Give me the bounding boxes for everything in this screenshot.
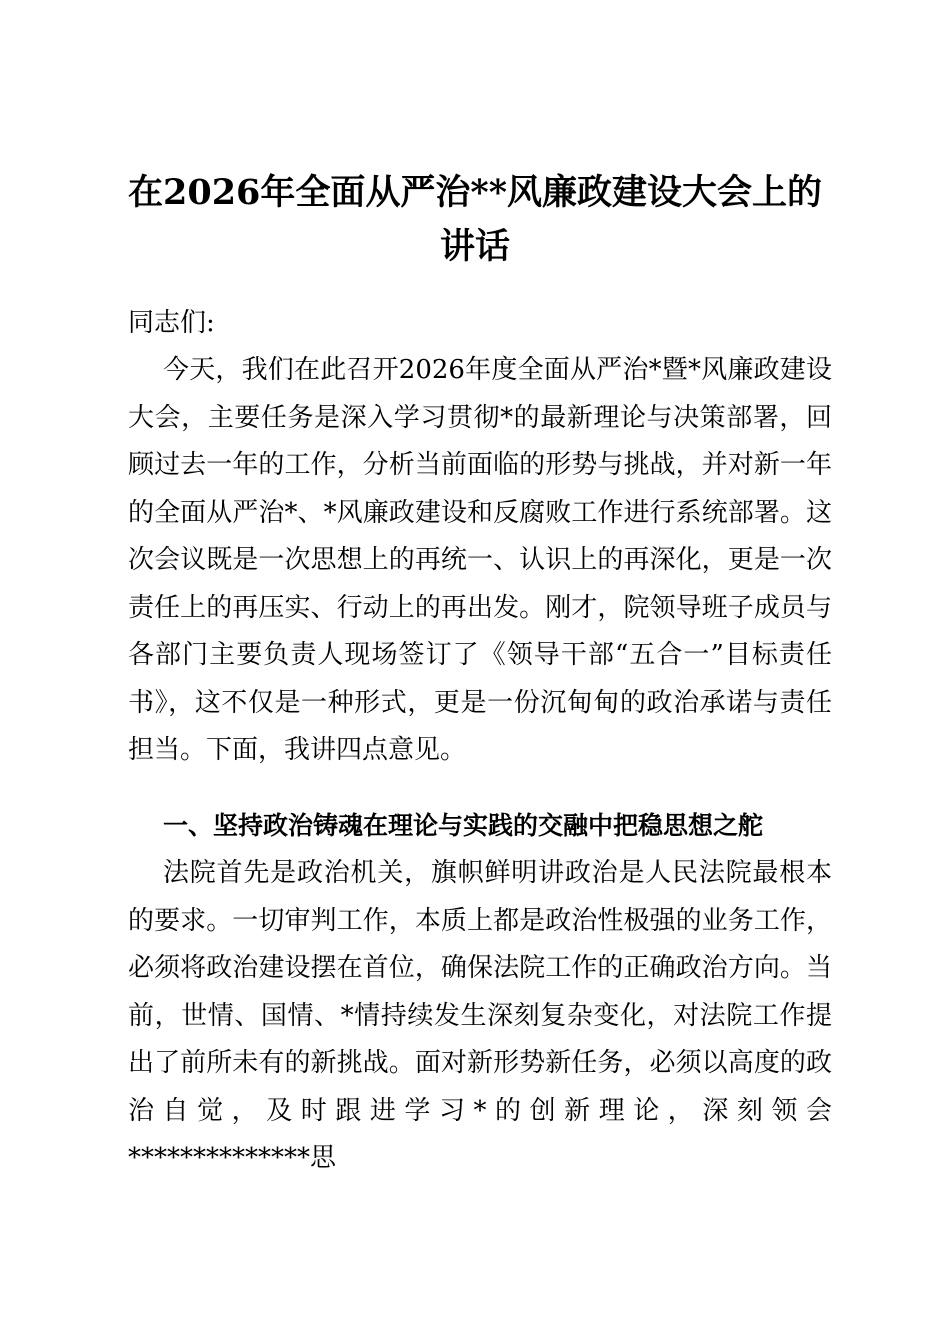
paragraph-section-one: 法院首先是政治机关，旗帜鲜明讲政治是人民法院最根本的要求。一切审判工作，本质上都是政治性极强的业务工作，必须将政治建设摆在首位，确保法院工作的正确政治方向。当前，世情、国情、*情持续发生深刻复杂变化，对法院工作提出了前所未有的新挑战。面对新形势新任务，必须以高度的政治自觉，及时跟进学习*的创新理论，深刻领会**************思 bbox=[128, 858, 832, 1173]
salutation: 同志们: bbox=[128, 308, 215, 338]
paragraph-opening: 今天，我们在此召开2026年度全面从严治*暨*风廉政建设大会，主要任务是深入学习贯彻*的最新理论与决策部署，回顾过去一年的工作，分析当前面临的形势与挑战，并对新一年的全面从严治*、*风廉政建设和反腐败工作进行系统部署。这次会议既是一次思想上的再统一、认识上的再深化，更是一次责任上的再压实、行动上的再出发。刚才，院领导班子成员与各部门主要负责人现场签订了《领导干部“五合一”目标责任书》，这不仅是一种形式，更是一份沉甸甸的政治承诺与责任担当。下面，我讲四点意见。 bbox=[128, 355, 832, 765]
section-heading: 一、坚持政治铸魂在理论与实践的交融中把稳思想之舵 bbox=[163, 811, 764, 840]
document-title: 在2026年全面从严治**风廉政建设大会上的讲话 bbox=[127, 172, 823, 267]
